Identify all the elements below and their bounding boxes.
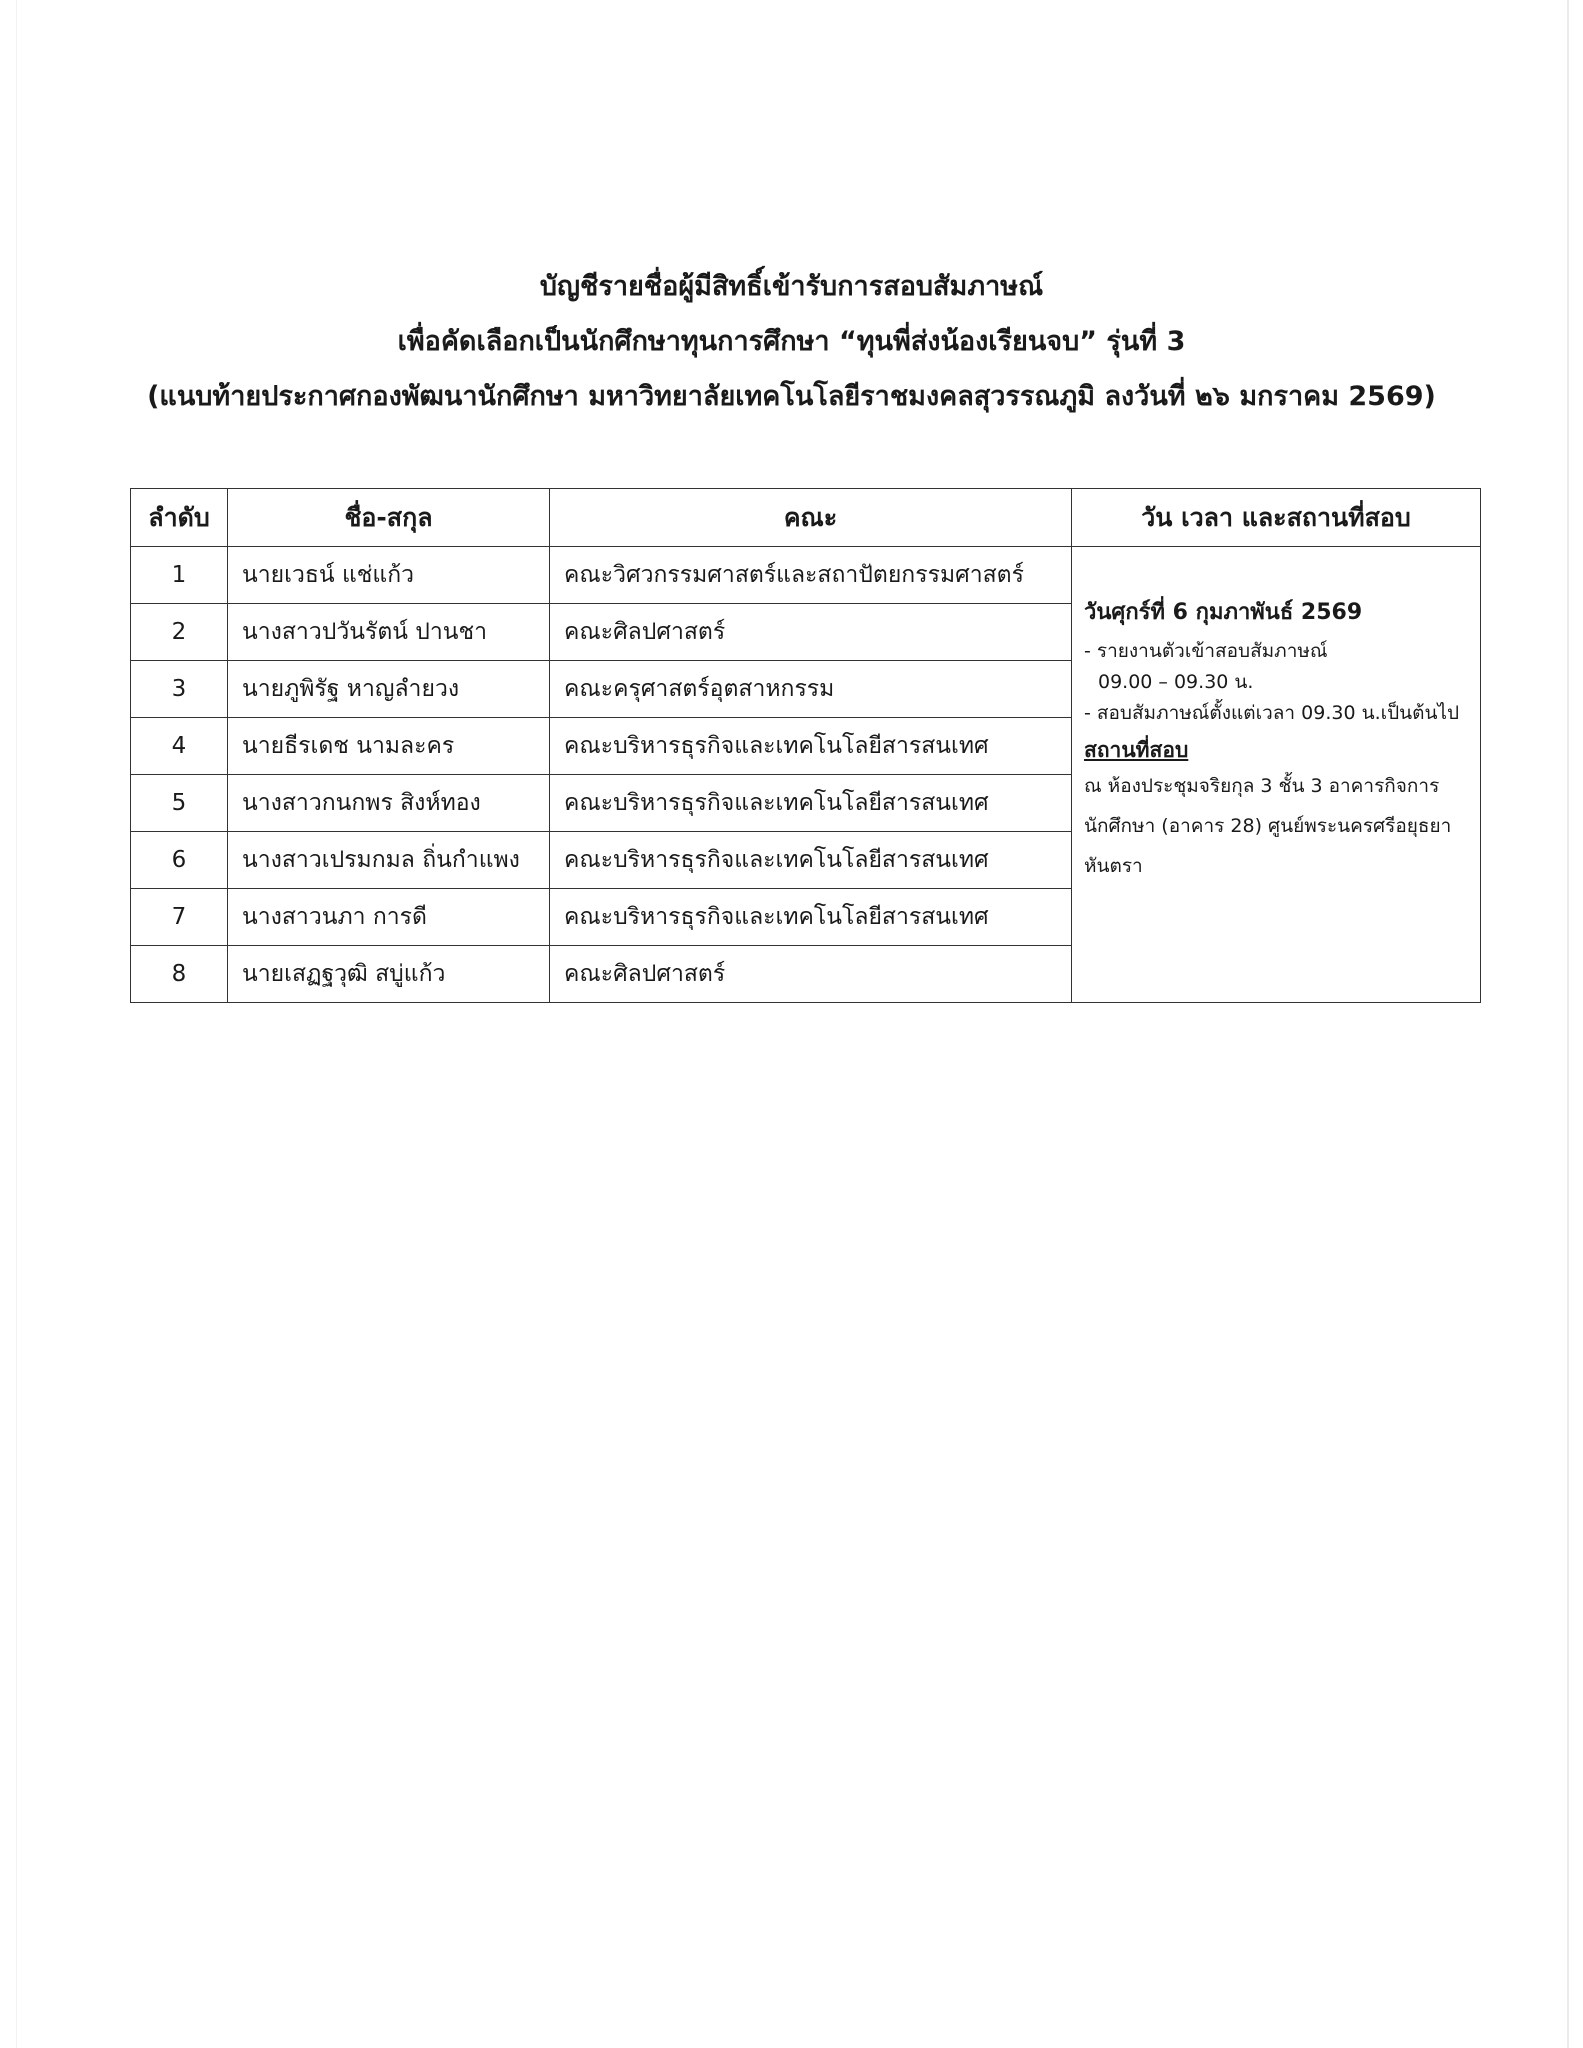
row-number: 6 (131, 832, 228, 889)
row-name: นางสาวเปรมกมล ถิ่นกำแพง (228, 832, 550, 889)
row-name: นายภูพิรัฐ หาญลำยวง (228, 661, 550, 718)
candidate-table (130, 488, 1481, 1003)
interview-step: - สอบสัมภาษณ์ตั้งแต่เวลา 09.30 น.เป็นต้นไป (1084, 702, 1460, 724)
row-faculty: คณะบริหารธุรกิจและเทคโนโลยีสารสนเทศ (550, 832, 1072, 889)
column-header-order: ลำดับ (131, 489, 228, 547)
row-faculty: คณะวิศวกรรมศาสตร์และสถาปัตยกรรมศาสตร์ (550, 547, 1072, 604)
row-number: 7 (131, 889, 228, 946)
row-number: 8 (131, 946, 228, 1003)
row-name: นางสาวกนกพร สิงห์ทอง (228, 775, 550, 832)
schedule-cell (1072, 547, 1481, 1003)
row-faculty: คณะครุศาสตร์อุตสาหกรรม (550, 661, 1072, 718)
row-name: นายธีรเดช นามละคร (228, 718, 550, 775)
row-number: 5 (131, 775, 228, 832)
row-faculty: คณะบริหารธุรกิจและเทคโนโลยีสารสนเทศ (550, 718, 1072, 775)
title-line-3: (แนบท้ายประกาศกองพัฒนานักศึกษา มหาวิทยาลัยเทคโนโลยีราชมงคลสุวรรณภูมิ ลงวันที่ ๒๖ มกราคม 2569) (147, 381, 1436, 412)
venue-heading: สถานที่สอบ (1084, 738, 1189, 762)
column-header-faculty: คณะ (550, 489, 1072, 547)
table-header-row (131, 489, 1481, 547)
report-step: - รายงานตัวเข้าสอบสัมภาษณ์ (1084, 640, 1328, 662)
row-name: นายเวธน์ แช่แก้ว (228, 547, 550, 604)
venue-text: ณ ห้องประชุมจริยกุล 3 ชั้น 3 อาคารกิจการนักศึกษา (อาคาร 28) ศูนย์พระนครศรีอยุธยา หันตรา (1084, 775, 1452, 877)
row-number: 2 (131, 604, 228, 661)
row-faculty: คณะศิลปศาสตร์ (550, 604, 1072, 661)
report-time: 09.00 – 09.30 น. (1098, 671, 1254, 693)
table-row (131, 547, 1481, 604)
exam-date: วันศุกร์ที่ 6 กุมภาพันธ์ 2569 (1084, 600, 1363, 625)
row-number: 3 (131, 661, 228, 718)
row-name: นางสาวปวันรัตน์ ปานชา (228, 604, 550, 661)
row-number: 4 (131, 718, 228, 775)
row-faculty: คณะศิลปศาสตร์ (550, 946, 1072, 1003)
row-number: 1 (131, 547, 228, 604)
column-header-name: ชื่อ-สกุล (228, 489, 550, 547)
column-header-schedule: วัน เวลา และสถานที่สอบ (1072, 489, 1481, 547)
title-line-1: บัญชีรายชื่อผู้มีสิทธิ์เข้ารับการสอบสัมภาษณ์ (539, 271, 1044, 302)
row-name: นางสาวนภา การดี (228, 889, 550, 946)
row-faculty: คณะบริหารธุรกิจและเทคโนโลยีสารสนเทศ (550, 889, 1072, 946)
row-faculty: คณะบริหารธุรกิจและเทคโนโลยีสารสนเทศ (550, 775, 1072, 832)
title-line-2: เพื่อคัดเลือกเป็นนักศึกษาทุนการศึกษา “ทุนพี่ส่งน้องเรียนจบ” รุ่นที่ 3 (397, 326, 1186, 357)
row-name: นายเสฏฐวุฒิ สบู่แก้ว (228, 946, 550, 1003)
